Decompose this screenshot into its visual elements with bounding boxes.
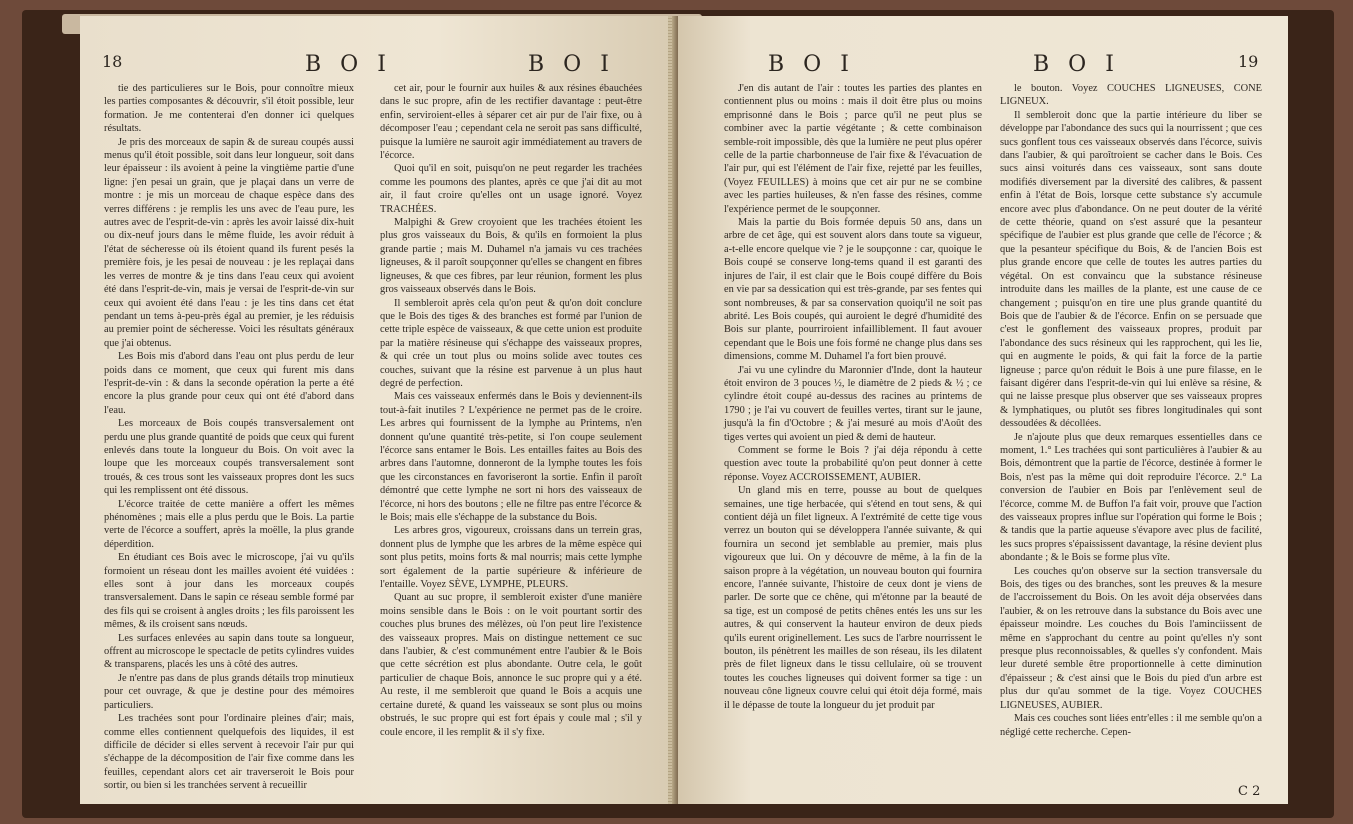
paragraph: J'en dis autant de l'air : toutes les parties des plantes en contiennent plus ou moins : mais il doit être plus ou moins emprisonné dans le Bois ; parce qu'il ne peut plus se combiner avec la partie végétante ; & cette combinaison semble-roit impossible, dès que la lumière ne peut plus opérer celle de la partie charbonneuse de l'air fixe & l'évacuation de l'air pur, qui est l'élément de l'air fixe, rejetté par les feuilles, (Voyez FEUILLES) à moins que cet air pur ne se combine avec les parties huileuses, & n'en fasse des résines, comme l'expérience permet de le soupçonner. — [724, 83, 982, 215]
paragraph: Un gland mis en terre, pousse au bout de quelques semaines, une tige herbacée, qui s'étend en tout sens, & qui contient déjà un filet ligneux. A l'extrémité de cette tige vous verrez un bouton qui se développera l'année suivante, & qui fournira un second jet semblable au premier, mais plus vigoureux que lui. On y découvre de même, à la fin de la saison propre à la végétation, un nouveau bouton qui fournira encore, l'année suivante, l'histoire de ceux dont je viens de parler. De sorte que ce chêne, qui m'étonne par la beauté de sa tige, est un composé de petits chênes entés les uns sur les autres, & qui conservent la hauteur environ de deux pieds qu'ils eurent originellement. Les sucs de l'arbre nourrissent le bouton, ils pénètrent les mailles de son réseau, ils les dilatent près de filet ligneux dans le tissu cellulaire, où se trouvent toutes les couches ligneuses qui doivent former sa tige : un nouveau cône ligneux couvre celui qui étoit déja formé, mais il le dépasse de toute la longueur du jet produit par — [724, 485, 982, 711]
paragraph: Il sembleroit donc que la partie intérieure du liber se développe par l'abondance des sucs qui la nourrissent ; que ces sucs gonflent tous ces vaisseaux observés dans l'écorce, suivis dans l'aubier, & qui paroîtroient se cacher dans le Bois. Ces sucs ainsi voiturés dans ces vaisseaux, sont sans doute modifiés diversement par la diversité des calibres, & passent enfin à l'état de Bois, lorsque cette substance s'y accumule encore avec plus d'abondance. On ne peut douter de la vérité de cette théorie, quand on s'est assuré que la pesanteur spécifique de l'aubier est plus grande que celle de l'écorce ; & que la pesanteur spécifique du Bois, & de l'ancien Bois est plus grande encore que celle de toutes les autres parties du végétal. On est convaincu que la substance résineuse introduite dans les mailles de la plante, est une cause de ce changement ; puisqu'on en tire une plus grande quantité du Bois que de l'aubier & de l'écorce. Enfin on se persuade que c'est le gonflement des vaisseaux propres, produit par l'abondance des sucs résineux qui les rapprochent, qui les lie, qui en augmente le poids, & qui fait la force de la partie ligneuse ; parce qu'on réduit le Bois à une pure filasse, en le faisant digérer dans l'esprit-de-vin qui lui enlève sa résine, & qui ne laisse presque plus observer que ses vaisseaux propres & lymphatiques, ou plutôt ses fibres longitudinales qui sont dessoudées & décollées. — [1000, 109, 1262, 430]
right-page — [678, 16, 1288, 804]
right-page-number: 19 — [1238, 52, 1259, 71]
paragraph: Il sembleroit après cela qu'on peut & qu'on doit conclure que le Bois des tiges & des branches est formé par l'union de cette triple espèce de vaisseaux, & que cette union est produite par la matière résineuse qui s'échappe des vaisseaux propres, & qui crée un tout plus ou moins solide avec toutes ces couches, suivant que la résine est parvenue à un plus haut degré de perfection. — [380, 297, 642, 389]
paragraph: Les Bois mis d'abord dans l'eau ont plus perdu de leur poids dans ce moment, que ceux qui furent mis dans l'esprit-de-vin : & dans la seconde opération la perte a été encore la plus grande pour ceux qui ont été d'abord dans l'eau. — [104, 351, 354, 416]
paragraph: Les trachées sont pour l'ordinaire pleines d'air; mais, comme elles contiennent quelquefois des liquides, il est difficile de décider si elles servent à recevoir l'air pur qui s'échappe de la décomposition de l'air fixe comme dans les feuilles, cependant alors cet air traverseroit le Bois pour sortir, ou bien si les tranchées servent à recueillir — [104, 713, 354, 792]
right-page-column-2 — [1000, 82, 1262, 756]
paragraph: Les couches qu'on observe sur la section transversale du Bois, des tiges ou des branches, sont les preuves & la mesure de l'accroissement du Bois. On les avoit déja observées dans l'aubier, & on les retrouve dans la substance du Bois avec une épaisseur moindre. Les couches du Bois l'aminciissent de même en s'approchant du centre au point qu'elles n'y sont presque plus reconnoissables, & quelles s'y confondent. Mais leur dureté semble être proportionnelle à cette diminution d'épaisseur ; & c'est ainsi que le Bois du pied d'un arbre est plus dur qu'au sommet de la tige. Voyez COUCHES LIGNEUSES, AUBIER. — [1000, 565, 1262, 711]
right-page-column-1 — [724, 82, 982, 782]
paragraph: Les morceaux de Bois coupés transversalement ont perdu une plus grande quantité de poids que ceux qui furent enlevés dans toute la longueur du Bois. On voit avec la loupe que les morceaux coupés transversalement sont troués, & ces trous sont les vaisseaux propres dont les sucs qui les remplissent ont été dissous. — [104, 418, 354, 497]
right-page-header — [678, 52, 1288, 80]
paragraph: Les surfaces enlevées au sapin dans toute sa longueur, offrent au microscope le spectacle de petits cylindres vuides & transparens, placés les uns à côté des autres. — [104, 632, 354, 671]
paragraph: cet air, pour le fournir aux huiles & aux résines ébauchées dans le suc propre, afin de les rectifier davantage : peut-être enfin, serviroient-elles à séparer cet air pur de l'air fixe, ou à décomposer l'eau ; cependant cela ne seroit pas sans difficulté, puisque la lumière ne sauroit agir immédiatement au travers de l'écorce. — [380, 83, 642, 162]
paragraph: Les arbres gros, vigoureux, croissans dans un terrein gras, donnent plus de lymphe que les arbres de la même espèce qui sont plus petits, moins forts & mal nourris; mais cette lymphe sort également de la partie supérieure & inférieure de l'entaille. Voyez SÈVE, LYMPHE, PLEURS. — [380, 525, 642, 591]
left-page — [80, 16, 674, 804]
paragraph: Je n'ajoute plus que deux remarques essentielles dans ce moment, 1.° Les trachées qui sont particulières à l'aubier & au Bois, démontrent que la partie de l'écorce, destinée à former le Bois, n'est pas la même qui doit reproduire l'écorce. 2.° La conversion de l'aubier en Bois par l'enlèvement seul de l'écorce, comme M. de Buffon l'a fait voir, prouve que l'action des vaisseaux propres influe sur l'opération qui forme le Bois ; & tandis que la partie aqueuse s'évapore avec plus de facilité, les sucs propres s'épaississent davantage, la résine devient plus abondante ; & le Bois se forme plus vîte. — [1000, 431, 1262, 564]
paragraph: Mais ces couches sont liées entr'elles : il me semble qu'on a négligé cette recherche. Cepen- — [1000, 713, 1262, 738]
paragraph: En étudiant ces Bois avec le microscope, j'ai vu qu'ils formoient un réseau dont les mailles avoient été vuidées : elles sont à jour dans les morceaux coupés transversalement. Dans le sapin ce réseau semble formé par des fils qui se croisent à angles droits ; les fils paroissent les mêmes, & ils croisent sans nœuds. — [104, 552, 354, 631]
paragraph: Quant au suc propre, il sembleroit exister d'une manière moins sensible dans le Bois : on le voit pourtant sortir des couches plus brunes des mélèzes, où l'on peut lire l'existence des vaisseaux propres. Mais on distingue nettement ce suc dans l'aubier, & c'est communément entre l'aubier & le Bois que cette sécrétion est plus abondante. Outre cela, le goût particulier de chaque Bois, annonce le suc propre qui y a été. Au reste, il me sembleroit que quand le Bois a acquis une certaine dureté, & quand les vaisseaux se sont plus ou moins obstrués, le suc propre qui est fort épais y coule mal ; s'il y coule encore, il les remplit & il s'y fixe. — [380, 592, 642, 738]
paragraph: Je n'entre pas dans de plus grands détails trop minutieux pour cet ouvrage, & que je destine pour des mémoires particuliers. — [104, 672, 354, 711]
paragraph: Quoi qu'il en soit, puisqu'on ne peut regarder les trachées comme les poumons des plantes, après ce que j'ai dit au mot air, il faut croire qu'elles ont un usage ignoré. Voyez TRACHÉES. — [380, 163, 642, 215]
paragraph: Mais la partie du Bois formée depuis 50 ans, dans un arbre de cet âge, qui est souvent alors dans toute sa vigueur, a-t-elle encore quelque vie ? je le soupçonne : car, quoique le Bois coupé se conserve long-tems quand il est garanti des injures de l'air, il est clair que le Bois coupé diffère du Bois en vie par sa dessication qui est très-grande, par ses fentes qui sont nombreuses, & par sa conservation quoiqu'il ne soit pas abrité. Les Bois coupés, qui auroient le degré d'humidité des Bois sur plante, pourriroient infailliblement. Il faut avouer cependant que le Bois une fois formé ne change plus dans ses dimensions, comme M. Duhamel l'a fort bien prouvé. — [724, 217, 982, 363]
paragraph: Je pris des morceaux de sapin & de sureau coupés aussi menus qu'il étoit possible, soit dans leur longueur, soit dans leur épaisseur : ils avoient à peine la vingtième partie d'une ligne: j'en pesai un grain, que je plaçai dans un verre de montre : je mis un morceau de chaque espèce dans des verres différens : je remplis les uns avec de l'eau pure, les autres avec de l'esprit-de-vin : après les avoir laissé dix-huit ou dix-neuf jours dans le même fluide, les avoir réduit à l'état de sécheresse où ils étoient quand ils furent pesés la première fois, je les pesai de nouveau : je les replaçai dans les verres de montre & je tins dans l'eau ceux qui avoient été dans l'esprit-de-vin, mais je versai de l'esprit-de-vin sur ceux qui avoient été dans l'eau : je les tins dans cet état pendant un tems à-peu-près égal au premier, je les réduisis au premier point de sécheresse. Voici les résultats généraux que j'ai obtenus. — [104, 136, 354, 349]
paragraph: le bouton. Voyez COUCHES LIGNEUSES, CONE LIGNEUX. — [1000, 83, 1262, 108]
left-page-header — [80, 52, 674, 80]
left-page-column-2 — [380, 82, 642, 782]
right-running-head: B O I — [768, 52, 855, 77]
paragraph: tie des particulieres sur le Bois, pour connoître mieux les parties composantes & découvrir, s'il étoit possible, leur formation. Je me contenterai d'en donner ici quelques résultats. — [104, 83, 354, 135]
left-running-head-repeat: B O I — [528, 52, 615, 77]
right-running-head-repeat: B O I — [1033, 52, 1120, 77]
left-page-column-1 — [104, 82, 354, 792]
paragraph: Mais ces vaisseaux enfermés dans le Bois y deviennent-ils tout-à-fait inutiles ? L'expérience ne permet pas de le croire. Les arbres qui fournissent de la lymphe au Printems, n'en donnent qu'une quantité très-petite, si l'on coupe seulement l'écorce sans entamer le Bois. Les entailles faites au Bois des arbres dans l'automne, donneront de la lymphe toutes les fois que les circonstances en favoriseront la sortie. Enfin il paroît démontré que cette lymphe ne sort ni hors des vaisseaux de l'écorce, ni hors des boutons ; elle ne filtre pas entre l'écorce & le Bois; mais elle s'échappe de la substance du Bois. — [380, 391, 642, 523]
signature-mark: C 2 — [1238, 784, 1261, 799]
paragraph: Comment se forme le Bois ? j'ai déja répondu à cette question avec toute la probabilité qu'on peut donner à cette réponse. Voyez ACCROISSEMENT, AUBIER. — [724, 444, 982, 483]
paragraph: J'ai vu une cylindre du Maronnier d'Inde, dont la hauteur étoit environ de 3 pouces ½, le diamètre de 2 pieds & ½ ; ce cylindre étoit coupé au-dessus des racines au printems de 1790 ; je l'ai vu couvert de feuilles vertes, tirant sur le jaune, jusqu'à la fin d'Octobre ; & j'ai mesuré au mois d'Août des tiges vertes qui avoient un pied & demi de hauteur. — [724, 364, 982, 443]
left-page-number: 18 — [102, 52, 123, 71]
paragraph: Malpighi & Grew croyoient que les trachées étoient les plus gros vaisseaux du Bois, & qu'ils en formoient la plus grande partie ; mais M. Duhamel n'a jamais vu ces trachées ligneuses, & il paroît soupçonner qu'elles se changent en fibres ligneuses, & que ces fibres, par leur réunion, forment les plus gros vaisseaux observés dans le Bois. — [380, 217, 642, 296]
left-running-head: B O I — [305, 52, 392, 77]
paragraph: L'écorce traitée de cette manière a offert les mêmes phénomènes ; mais elle a plus perdu que le Bois. La partie verte de l'écorce a souffert, après la moëlle, la plus grande déperdition. — [104, 498, 354, 550]
